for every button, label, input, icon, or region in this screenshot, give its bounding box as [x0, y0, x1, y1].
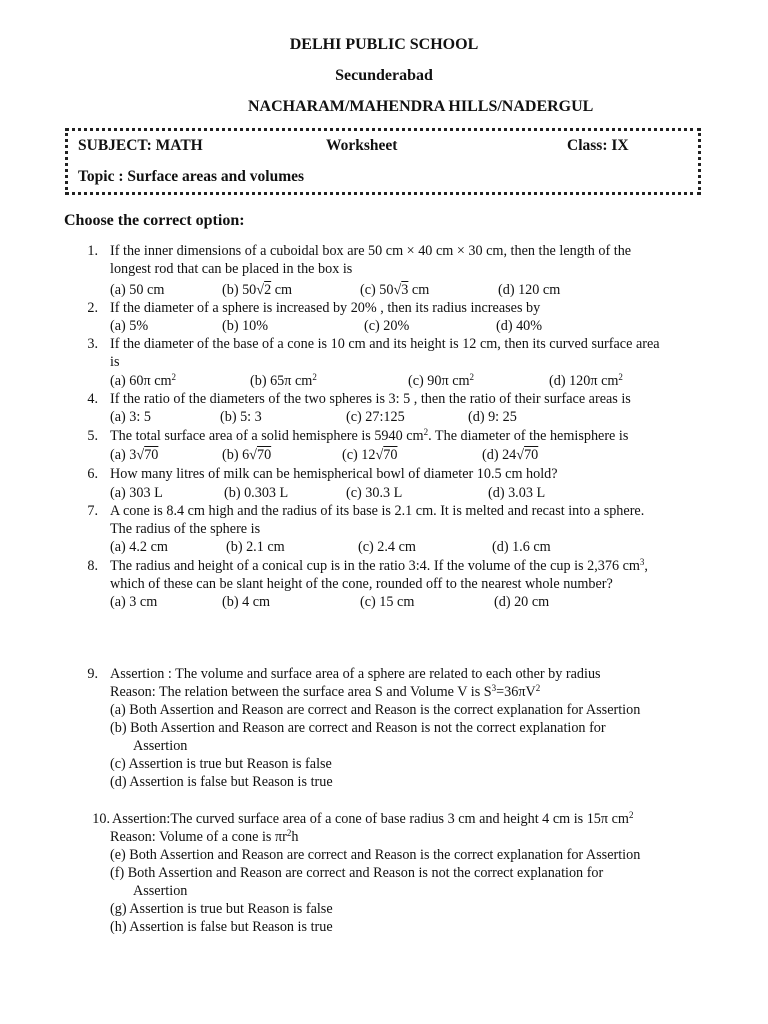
option-c: (c) Assertion is true but Reason is false — [110, 756, 332, 772]
school-city: Secunderabad — [335, 67, 433, 84]
option-c: (c) 15 cm — [360, 594, 415, 610]
option-c: (c) 27:125 — [346, 409, 405, 425]
option-g: (g) Assertion is true but Reason is false — [110, 901, 333, 917]
option-b: (b) 5: 3 — [220, 409, 262, 425]
reason-text: Reason: Volume of a cone is $\pi r^2h$ — [110, 828, 299, 845]
option-a: (a) 3: 5 — [110, 409, 151, 425]
question-number: 2. — [87, 300, 98, 316]
option-b: (b) 50√2 cm — [222, 282, 293, 298]
option-d: (d) 120π $cm^2$ — [549, 372, 623, 389]
question-number: 1. — [87, 243, 98, 259]
option-a: (a) 3 cm — [110, 594, 158, 610]
option-b: (b) 0.303 L — [224, 485, 289, 501]
question-number: 4. — [87, 391, 98, 407]
option-h: (h) Assertion is false but Reason is true — [110, 919, 333, 935]
assertion-text: Assertion:The curved surface area of a cone of base radius 3 cm and height 4 cm is 15π $cm^2$ — [112, 810, 634, 827]
assertion-text: Assertion : The volume and surface area of a sphere are related to each other by radius — [110, 666, 601, 682]
option-c: (c) 30.3 L — [346, 485, 403, 501]
option-d: (d) 40% — [496, 318, 543, 334]
option-c: (c) 50√3 cm — [360, 282, 430, 298]
question-number: 7. — [87, 503, 98, 519]
question-text: If the diameter of the base of a cone is 10 cm and its height is 12 cm, then its curved surface area — [110, 336, 660, 352]
option-d: (d) 24√70 — [482, 447, 539, 463]
option-b: (b) 10% — [222, 318, 269, 334]
option-a: (a) 5% — [110, 318, 149, 334]
question-number: 10. — [92, 811, 110, 827]
option-b: (b) 2.1 cm — [226, 539, 285, 555]
question-text: A cone is 8.4 cm high and the radius of its base is 2.1 cm. It is melted and recast into a sphere. — [110, 503, 645, 519]
option-c: (c) 90π $cm^2$ — [408, 372, 475, 389]
question-number: 5. — [87, 428, 98, 444]
option-e: (e) Both Assertion and Reason are correct and Reason is the correct explanation for Assertion — [110, 847, 641, 863]
school-name: DELHI PUBLIC SCHOOL — [289, 36, 479, 53]
option-b: (b) 65π $cm^2$ — [250, 372, 317, 389]
option-f-continued: Assertion — [133, 883, 188, 899]
option-f: (f) Both Assertion and Reason are correct and Reason is not the correct explanation for — [110, 865, 604, 881]
option-a: (a) 4.2 cm — [110, 539, 168, 555]
option-d: (d) 3.03 L — [488, 485, 546, 501]
option-b: (b) Both Assertion and Reason are correct and Reason is not the correct explanation for — [110, 720, 606, 736]
question-text: If the ratio of the diameters of the two spheres is 3: 5 , then the ratio of their surface areas is — [110, 391, 631, 407]
option-a: (a) 60π $cm^2$ — [110, 372, 177, 389]
option-a: (a) 50 cm — [110, 282, 165, 298]
school-branches: NACHARAM/MAHENDRA HILLS/NADERGUL — [248, 98, 594, 115]
question-text: is — [110, 354, 120, 370]
question-number: 9. — [87, 666, 98, 682]
option-c: (c) 12√70 — [342, 447, 398, 463]
option-a: (a) Both Assertion and Reason are correct and Reason is the correct explanation for Assertion — [110, 702, 641, 718]
option-d: (d) Assertion is false but Reason is true — [110, 774, 333, 790]
option-d: (d) 9: 25 — [468, 409, 517, 425]
question-text: longest rod that can be placed in the box is — [110, 261, 353, 277]
question-text: If the inner dimensions of a cuboidal box are 50 cm × 40 cm × 30 cm, then the length of the — [110, 243, 632, 259]
question-text: The radius of the sphere is — [110, 521, 261, 537]
option-b: (b) 4 cm — [222, 594, 271, 610]
question-number: 8. — [87, 558, 98, 574]
reason-text: Reason: The relation between the surface area S and Volume V is $S^3=36\pi V^2$ — [110, 683, 541, 700]
question-text: which of these can be slant height of the cone, rounded off to the nearest whole number? — [110, 576, 613, 592]
question-text: If the diameter of a sphere is increased by 20% , then its radius increases by — [110, 300, 541, 316]
subject-label: SUBJECT: MATH — [78, 137, 203, 154]
question-number: 3. — [87, 336, 98, 352]
option-a: (a) 3√70 — [110, 447, 159, 463]
class-label: Class: IX — [567, 137, 629, 154]
section-title: Choose the correct option: — [64, 212, 245, 229]
question-text: The total surface area of a solid hemisphere is 5940 $cm^2$. The diameter of the hemisphere is — [110, 427, 629, 444]
option-d: (d) 1.6 cm — [492, 539, 551, 555]
option-b-continued: Assertion — [133, 738, 188, 754]
option-c: (c) 20% — [364, 318, 410, 334]
question-text: How many litres of milk can be hemispherical bowl of diameter 10.5 cm hold? — [110, 466, 558, 482]
option-a: (a) 303 L — [110, 485, 163, 501]
topic-label: Topic : Surface areas and volumes — [78, 168, 305, 185]
question-text: The radius and height of a conical cup is in the ratio 3:4. If the volume of the cup is 2,376 $cm^3$, — [110, 557, 648, 574]
option-b: (b) 6√70 — [222, 447, 272, 463]
option-d: (d) 20 cm — [494, 594, 550, 610]
option-c: (c) 2.4 cm — [358, 539, 416, 555]
question-number: 6. — [87, 466, 98, 482]
worksheet-label: Worksheet — [326, 137, 398, 154]
option-d: (d) 120 cm — [498, 282, 561, 298]
